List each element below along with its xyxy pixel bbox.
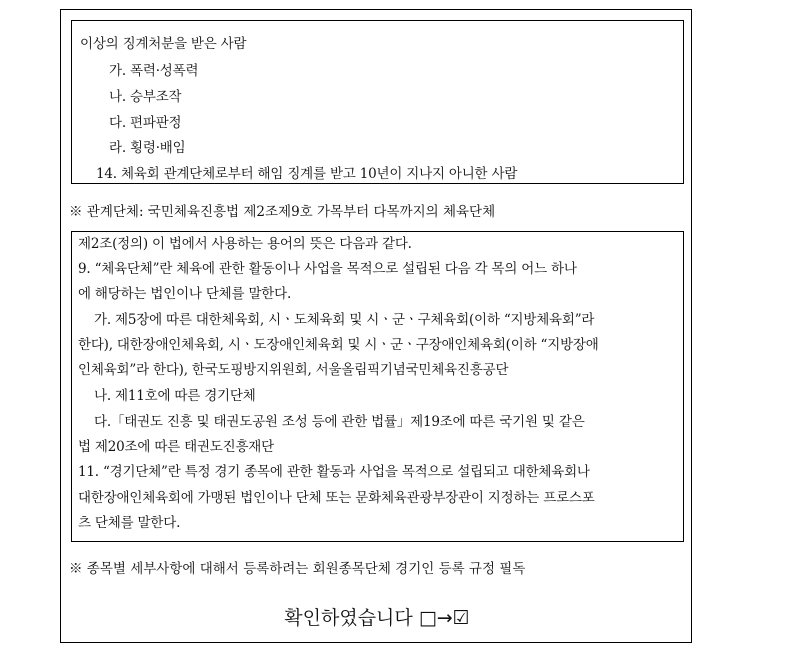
law-line: 가. 제5장에 따른 대한체육회, 시ㆍ도체육회 및 시ㆍ군ㆍ구체육회(이하 “지방체육회”라 <box>94 312 595 328</box>
list-line: 나. 승부조작 <box>109 89 182 105</box>
list-line: 14. 체육회 관계단체로부터 해임 징계를 받고 10년이 지나지 아니한 사람 <box>96 166 518 182</box>
checkbox-icon[interactable]: □→☑ <box>418 607 470 629</box>
list-line: 다. 편파판정 <box>109 115 182 131</box>
registration-rules-note: ※ 종목별 세부사항에 대해서 등록하려는 회원종목단체 경기인 등록 규정 필독 <box>69 561 526 577</box>
law-line: 츠 단체를 말한다. <box>78 515 181 531</box>
law-line: 제2조(정의) 이 법에서 사용하는 용어의 뜻은 다음과 같다. <box>78 236 412 252</box>
law-line: 법 제20조에 따른 태권도진흥재단 <box>78 439 274 455</box>
disqualification-list-box <box>71 20 684 184</box>
list-line: 이상의 징계처분을 받은 사람 <box>80 36 247 52</box>
law-line: 나. 제11호에 따른 경기단체 <box>94 388 256 404</box>
law-line: 대한장애인체육회에 가맹된 법인이나 단체 또는 문화체육관광부장관이 지정하는 프로스포 <box>78 490 595 506</box>
law-line: 한다), 대한장애인체육회, 시ㆍ도장애인체육회 및 시ㆍ군ㆍ구장애인체육회(이하 “지방장애 <box>78 337 599 353</box>
law-line: 다.「태권도 진흥 및 태권도공원 조성 등에 관한 법률」제19조에 따른 국기원 및 같은 <box>94 414 585 430</box>
notice-frame <box>60 9 692 643</box>
law-definition-box <box>71 231 684 542</box>
confirmation-row[interactable] <box>61 606 693 630</box>
confirmation-label: 확인하였습니다 <box>284 607 413 629</box>
law-line: 11. “경기단체”란 특정 경기 종목에 관한 활동과 사업을 목적으로 설립되고 대한체육회나 <box>78 464 590 480</box>
list-line: 가. 폭력·성폭력 <box>109 63 199 79</box>
list-line: 라. 횡령·배임 <box>109 140 186 156</box>
law-line: 9. “체육단체”란 체육에 관한 활동이나 사업을 목적으로 설립된 다음 각 목의 어느 하나 <box>78 261 577 277</box>
law-line: 인체육회”라 한다), 한국도핑방지위원회, 서울올림픽기념국민체육진흥공단 <box>78 362 509 378</box>
law-line: 에 해당하는 법인이나 단체를 말한다. <box>78 286 292 302</box>
related-bodies-note: ※ 관계단체: 국민체육진흥법 제2조제9호 가목부터 다목까지의 체육단체 <box>69 204 496 220</box>
